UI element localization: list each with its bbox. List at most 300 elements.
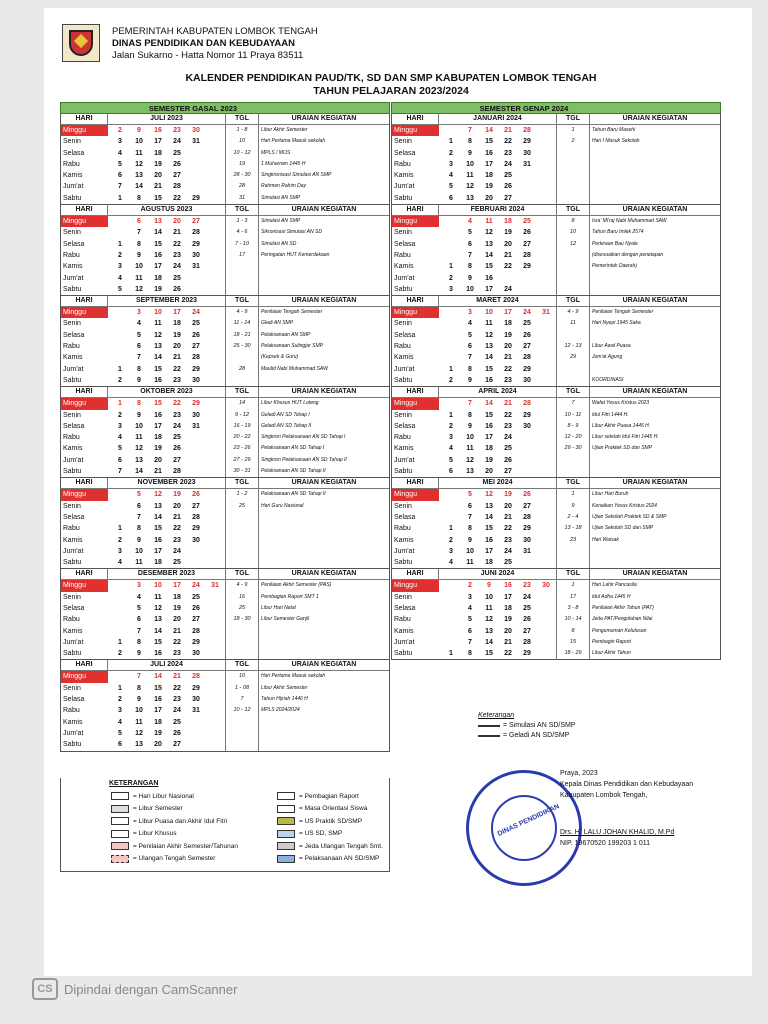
month-header-row	[61, 205, 389, 216]
uraian-cell	[259, 717, 389, 728]
date-cells	[439, 341, 556, 352]
tgl-cell	[557, 273, 589, 284]
date-cell: 4	[118, 559, 122, 567]
date-cells	[108, 421, 225, 432]
date-cell: 6	[118, 172, 122, 180]
date-cells	[439, 455, 556, 466]
uraian-cell: Tahun Baru Masehi	[592, 127, 636, 133]
tgl-cell: 12	[569, 240, 577, 247]
date-cell: 20	[485, 194, 493, 202]
date-cell: 7	[468, 354, 472, 362]
date-cell: 31	[523, 160, 531, 168]
tgl-cell: 15	[569, 638, 577, 645]
day-row	[392, 455, 556, 466]
date-cell: 25	[173, 274, 181, 282]
tgl-cell: 25 - 30	[233, 343, 251, 350]
tgl-cell: 10	[569, 229, 577, 236]
day-row	[61, 148, 225, 159]
tgl-cell: 25	[238, 604, 246, 611]
date-cell: 2	[118, 376, 122, 384]
date-cell: 22	[173, 240, 181, 248]
tgl-cell: 9	[571, 502, 575, 509]
tgl-cell: 4 - 6	[236, 229, 248, 236]
tgl-cell: 8	[571, 627, 575, 634]
tgl-column	[557, 580, 590, 659]
date-cell: 25	[523, 604, 531, 612]
day-name: Jum'at	[63, 729, 84, 737]
date-cell: 7	[137, 673, 141, 681]
date-cell: 31	[192, 138, 200, 146]
day-row	[61, 284, 225, 295]
date-cell: 15	[154, 684, 162, 692]
date-cell: 6	[449, 194, 453, 202]
title-line1: KALENDER PENDIDIKAN PAUD/TK, SD DAN SMP KABUPATEN LOMBOK TENGAH	[185, 72, 597, 84]
keterangan-box	[478, 712, 576, 739]
date-cell: 30	[542, 582, 550, 590]
uraian-column	[259, 125, 389, 204]
legend-label: = Hari Libur Nasional	[133, 792, 194, 800]
date-cell: 4	[118, 434, 122, 442]
uraian-cell: Jeda PAT/Pengolahan Nilai	[592, 616, 653, 623]
day-row	[392, 136, 556, 147]
day-row	[392, 626, 556, 637]
date-cell: 21	[504, 354, 512, 362]
tgl-cell: 1	[571, 491, 575, 498]
date-cells	[439, 592, 556, 603]
legend-label: = Libur Khusus	[133, 830, 177, 837]
tgl-cell	[557, 546, 589, 557]
month-body	[392, 307, 720, 386]
date-cell: 21	[504, 400, 512, 408]
day-row	[61, 181, 225, 192]
date-cell: 8	[468, 365, 472, 373]
date-cell: 9	[487, 582, 491, 590]
day-name: Senin	[394, 502, 412, 510]
uraian-cell: Hari I Masuk Sekolah	[592, 138, 640, 145]
day-name: Sabtu	[63, 194, 82, 202]
uraian-cell	[590, 466, 720, 477]
date-cell: 20	[173, 343, 181, 351]
day-row	[61, 341, 225, 352]
day-name: Kamis	[394, 263, 414, 271]
date-cell: 12	[485, 331, 493, 339]
date-cell: 14	[135, 183, 143, 191]
date-cell: 16	[154, 411, 162, 419]
month-header-row	[392, 387, 720, 398]
day-name: Kamis	[394, 172, 414, 180]
signature-block	[560, 768, 693, 849]
uraian-cell: Maulid Nabi Muhammad SAW	[261, 365, 328, 372]
month-block	[391, 296, 721, 387]
date-cell: 17	[154, 263, 162, 271]
date-cell: 25	[173, 434, 181, 442]
date-cell: 4	[449, 445, 453, 453]
tgl-cell	[226, 375, 258, 386]
day-row	[392, 273, 556, 284]
month-body	[61, 307, 389, 386]
date-cell: 6	[468, 502, 472, 510]
date-cell: 13	[485, 627, 493, 635]
date-cell: 11	[135, 718, 143, 726]
uraian-cell: Hari Pertama Masuk sekolah	[261, 138, 326, 145]
day-row	[61, 580, 225, 591]
date-cell: 19	[504, 616, 512, 624]
day-name: Senin	[394, 229, 412, 237]
day-row	[392, 489, 556, 500]
month-body	[392, 489, 720, 568]
date-cell: 20	[504, 240, 512, 248]
month-header-row	[61, 114, 389, 125]
date-cell: 25	[504, 559, 512, 567]
uraian-cell: Jum'at Agung	[592, 354, 623, 361]
day-row	[61, 466, 225, 477]
legend-item	[277, 830, 342, 838]
day-grid	[392, 216, 557, 295]
date-cells	[439, 512, 556, 523]
date-cells	[439, 398, 556, 409]
date-cell: 8	[137, 684, 141, 692]
date-cell: 16	[485, 422, 493, 430]
date-cells	[108, 489, 225, 500]
signature-date: Praya, 2023	[560, 770, 598, 777]
uraian-cell: Geladi AN SD Tahap II	[261, 422, 312, 429]
scanner-text: Dipindai dengan CamScanner	[64, 981, 238, 997]
date-cell: 12	[485, 229, 493, 237]
date-cell: 4	[449, 559, 453, 567]
date-cell: 24	[504, 434, 512, 442]
uraian-cell: Pelaksanaan AN SMP	[261, 331, 311, 338]
day-name: Selasa	[63, 331, 85, 339]
day-name: Minggu	[61, 489, 108, 500]
date-cell: 22	[504, 650, 512, 658]
date-cell: 25	[173, 149, 181, 157]
tgl-cell: 1	[571, 127, 575, 133]
semester-gasal-column	[60, 102, 390, 752]
date-cell: 3	[468, 593, 472, 601]
date-cells	[439, 216, 556, 227]
uraian-cell: Penilaian Akhir Semester (PAS)	[261, 582, 332, 589]
month-body	[61, 580, 389, 659]
day-row	[392, 432, 556, 443]
date-cells	[108, 443, 225, 454]
day-name: Rabu	[394, 343, 411, 351]
month-block	[60, 478, 390, 569]
day-name: Kamis	[394, 445, 414, 453]
date-cell: 5	[118, 285, 122, 293]
hari-header: HARI	[61, 387, 108, 397]
date-cell: 23	[523, 582, 531, 590]
tgl-header: TGL	[557, 114, 590, 124]
date-cell: 3	[118, 547, 122, 555]
uraian-cell: Rahmen Rahim Day	[261, 183, 307, 190]
tgl-header: TGL	[226, 114, 259, 124]
date-cell: 14	[485, 127, 493, 134]
date-cell: 1	[449, 263, 453, 271]
day-name: Selasa	[63, 513, 85, 521]
uraian-column	[259, 671, 389, 750]
date-cell: 26	[523, 491, 531, 499]
tgl-cell: 11	[570, 320, 576, 327]
date-cell: 19	[504, 491, 512, 499]
date-cell: 9	[468, 149, 472, 157]
day-name: Kamis	[63, 718, 83, 726]
date-cells	[439, 614, 556, 625]
date-cell: 18	[154, 434, 162, 442]
hari-header: HARI	[392, 114, 439, 124]
date-cells	[108, 284, 225, 295]
date-cell: 26	[504, 183, 512, 191]
date-cell: 24	[173, 422, 181, 430]
camscanner-logo-icon: CS	[32, 978, 58, 1000]
legend-item	[111, 817, 227, 825]
uraian-header: URAIAN KEGIATAN	[291, 661, 357, 669]
uraian-header: URAIAN KEGIATAN	[622, 388, 688, 396]
hari-header: HARI	[392, 205, 439, 215]
date-cell: 11	[485, 604, 493, 612]
date-cell: 24	[173, 263, 181, 271]
date-cell: 23	[173, 536, 181, 544]
day-name: Jum'at	[394, 365, 415, 373]
date-cells	[108, 728, 225, 739]
date-cell: 18	[154, 149, 162, 157]
day-name: Jum'at	[394, 183, 415, 191]
day-row	[392, 239, 556, 250]
tgl-cell: 10	[238, 673, 246, 680]
date-cell: 29	[523, 525, 531, 533]
date-cell: 13	[154, 502, 162, 510]
date-cell: 21	[173, 513, 181, 521]
date-cell: 6	[137, 502, 141, 510]
date-cells	[439, 364, 556, 375]
day-name: Selasa	[394, 331, 416, 339]
uraian-cell: Hari Lahir Pancasila	[592, 582, 637, 589]
date-cell: 5	[118, 729, 122, 737]
tgl-cell	[557, 193, 589, 204]
date-cell: 14	[485, 400, 493, 408]
day-row	[392, 410, 556, 421]
date-cell: 19	[504, 229, 512, 237]
day-row	[61, 125, 225, 136]
tgl-cell: 2	[571, 138, 575, 145]
uraian-cell: Simulasi AN SD	[261, 240, 297, 247]
day-name: Sabtu	[394, 285, 413, 293]
tgl-cell: 20 - 22	[233, 434, 251, 441]
day-row	[61, 273, 225, 284]
legend-label: = Masa Orientasi Siswa	[299, 805, 368, 812]
tgl-cell: 10 - 14	[564, 616, 582, 623]
hari-header: HARI	[392, 569, 439, 579]
day-name: Rabu	[63, 434, 80, 442]
day-row	[61, 648, 225, 659]
date-cell: 18	[154, 274, 162, 282]
date-cell: 16	[485, 536, 493, 544]
date-cell: 8	[137, 525, 141, 533]
date-cell: 20	[154, 456, 162, 464]
date-cell: 24	[173, 138, 181, 146]
date-cells	[439, 181, 556, 192]
date-cells	[439, 410, 556, 421]
date-cell: 3	[468, 309, 472, 317]
date-cell: 7	[468, 251, 472, 259]
date-cell: 1	[118, 194, 122, 202]
date-cell: 24	[523, 309, 531, 317]
date-cell: 25	[504, 172, 512, 180]
date-cell: 19	[504, 331, 512, 339]
tgl-cell: 4 - 9	[236, 582, 248, 589]
tgl-column	[226, 125, 259, 204]
date-cell: 7	[118, 183, 122, 191]
date-cell: 28	[173, 183, 181, 191]
day-row	[61, 523, 225, 534]
tgl-column	[226, 489, 259, 568]
date-cells	[439, 489, 556, 500]
uraian-cell	[590, 330, 720, 341]
date-cell: 7	[137, 627, 141, 635]
date-cell: 22	[173, 194, 181, 202]
date-cell: 5	[118, 445, 122, 453]
uraian-cell: Libur setelah Idul Fitri 1445 H.	[592, 434, 659, 441]
day-row	[392, 375, 556, 386]
date-cell: 28	[523, 354, 531, 362]
hari-header: HARI	[392, 296, 439, 306]
month-name: OKTOBER 2023	[108, 387, 226, 397]
uraian-cell: 1 Muharram 1445 H	[261, 160, 306, 167]
uraian-cell	[259, 739, 389, 750]
tgl-cell: 17	[238, 251, 246, 258]
tgl-cell: 29	[569, 354, 577, 361]
hari-header: HARI	[392, 387, 439, 397]
uraian-cell	[590, 193, 720, 204]
date-cell: 31	[211, 582, 219, 590]
day-name: Minggu	[61, 671, 108, 682]
date-cell: 29	[192, 638, 200, 646]
date-cell: 4	[118, 149, 122, 157]
date-cells	[439, 125, 556, 136]
day-grid	[392, 398, 557, 477]
month-header-row	[392, 114, 720, 125]
tgl-cell: 18 - 29	[564, 650, 582, 657]
date-cell: 2	[449, 422, 453, 430]
month-name: JUNI 2024	[439, 569, 557, 579]
uraian-column	[590, 125, 720, 204]
tgl-cell: 8	[571, 218, 575, 225]
date-cells	[439, 250, 556, 261]
legend-swatch-icon	[111, 817, 129, 825]
date-cells	[108, 261, 225, 272]
date-cell: 27	[504, 194, 512, 202]
date-cells	[108, 683, 225, 694]
day-row	[392, 592, 556, 603]
month-block	[391, 114, 721, 205]
day-name: Selasa	[63, 604, 85, 612]
uraian-column	[259, 398, 389, 477]
day-name: Jum'at	[63, 183, 84, 191]
date-cell: 24	[523, 593, 531, 601]
date-cell: 5	[449, 456, 453, 464]
day-name: Kamis	[63, 445, 83, 453]
date-cell: 2	[118, 650, 122, 658]
day-row	[61, 501, 225, 512]
legend-item	[111, 855, 215, 863]
keterangan-item: = Geladi AN SD/SMP	[478, 732, 576, 739]
date-cells	[439, 546, 556, 557]
date-cell: 26	[192, 331, 200, 339]
uraian-cell	[590, 273, 720, 284]
date-cell: 20	[485, 468, 493, 476]
date-cell: 24	[504, 285, 512, 293]
date-cells	[439, 318, 556, 329]
date-cell: 23	[173, 127, 181, 134]
date-cell: 29	[192, 194, 200, 202]
uraian-cell: Geladi AN SD Tahap I	[261, 411, 310, 418]
date-cell: 24	[192, 582, 200, 590]
date-cell: 5	[468, 229, 472, 237]
date-cell: 13	[154, 218, 162, 226]
uraian-column	[590, 580, 720, 659]
tgl-cell: 12 - 20	[564, 434, 582, 441]
date-cell: 3	[449, 160, 453, 168]
date-cell: 26	[523, 616, 531, 624]
date-cell: 14	[485, 513, 493, 521]
date-cell: 20	[154, 172, 162, 180]
tgl-cell: 10 - 12	[233, 149, 251, 156]
tgl-cell	[226, 648, 258, 659]
date-cell: 24	[173, 547, 181, 555]
day-name: Minggu	[392, 398, 439, 409]
date-cell: 23	[504, 536, 512, 544]
uraian-cell	[259, 261, 389, 272]
date-cell: 27	[192, 218, 200, 226]
date-cell: 6	[468, 627, 472, 635]
day-name: Minggu	[61, 580, 108, 591]
day-name: Senin	[63, 320, 81, 328]
legend-label: = Ulangan Tengah Semester	[133, 855, 216, 862]
day-name: Kamis	[63, 263, 83, 271]
uraian-cell: Singkron Pelaksanaan AN SD Tahap I	[261, 434, 346, 441]
tgl-column	[557, 216, 590, 295]
date-cell: 8	[137, 240, 141, 248]
date-cell: 6	[137, 616, 141, 624]
date-cell: 9	[137, 127, 141, 134]
month-name: DESEMBER 2023	[108, 569, 226, 579]
date-cells	[108, 352, 225, 363]
tgl-cell	[557, 250, 589, 261]
uraian-cell	[259, 728, 389, 739]
date-cell: 5	[468, 331, 472, 339]
date-cell: 9	[137, 251, 141, 259]
date-cell: 21	[504, 513, 512, 521]
date-cell: 11	[466, 172, 474, 180]
tgl-header: TGL	[226, 660, 259, 670]
day-grid	[61, 125, 226, 204]
uraian-header: URAIAN KEGIATAN	[291, 297, 357, 305]
day-name: Sabtu	[63, 376, 82, 384]
date-cell: 14	[154, 627, 162, 635]
tgl-cell: 7 - 10	[234, 240, 250, 247]
day-name: Sabtu	[394, 376, 413, 384]
day-name: Kamis	[63, 536, 83, 544]
date-cell: 9	[468, 274, 472, 282]
date-cell: 18	[504, 320, 512, 328]
day-row	[392, 216, 556, 227]
date-cell: 4	[449, 172, 453, 180]
date-cell: 20	[173, 218, 181, 226]
day-row	[61, 592, 225, 603]
day-row	[61, 603, 225, 614]
day-row	[392, 364, 556, 375]
date-cells	[108, 159, 225, 170]
legend-label: = Penilaian Akhir Semester/Tahunan	[133, 842, 238, 850]
